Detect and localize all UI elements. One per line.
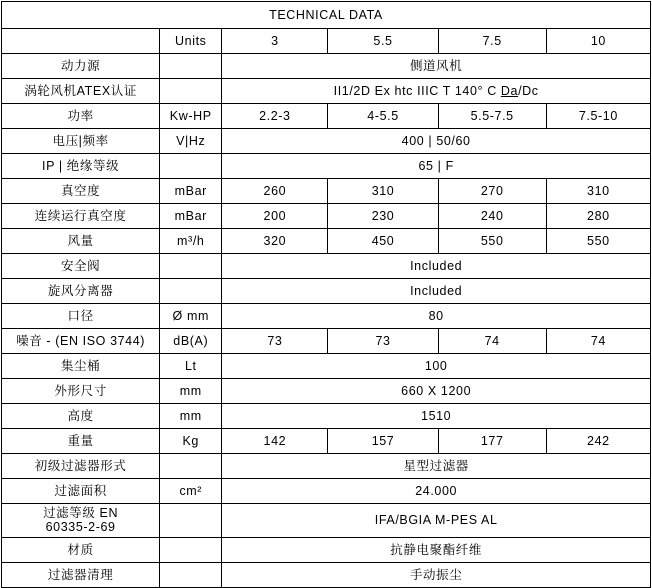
row-label: 初级过滤器形式 [2,454,160,479]
row-value-merged [222,79,651,104]
table-row [2,379,651,404]
technical-data-table [1,1,651,588]
row-value-merged: 侧道风机 [222,54,651,79]
table-row [2,354,651,379]
row-label: 噪音 - (EN ISO 3744) [2,329,160,354]
row-label: 外形尺寸 [2,379,160,404]
atex-text-b: /Dc [518,83,539,98]
row-label: IP | 绝缘等级 [2,154,160,179]
table-row [2,329,651,354]
row-value: 230 [328,204,438,229]
row-value: 2.2-3 [222,104,328,129]
row-value: 200 [222,204,328,229]
row-value-merged: 24.000 [222,479,651,504]
table-row [2,154,651,179]
row-units: Lt [160,354,222,379]
table-title-row [2,2,651,29]
row-units [160,79,222,104]
row-value: 242 [546,429,650,454]
table-row [2,429,651,454]
row-label [2,504,160,538]
row-value: 73 [222,329,328,354]
row-value: 310 [546,179,650,204]
row-label: 真空度 [2,179,160,204]
row-value: 550 [546,229,650,254]
row-value: 450 [328,229,438,254]
row-label: 旋风分离器 [2,279,160,304]
row-value: 73 [328,329,438,354]
row-value-merged: 抗静电聚酯纤维 [222,537,651,562]
row-units [160,254,222,279]
table-row [2,179,651,204]
row-label: 涡轮风机ATEX认证 [2,79,160,104]
row-label: 连续运行真空度 [2,204,160,229]
row-units: mBar [160,179,222,204]
row-value-merged: 65 | F [222,154,651,179]
row-label-line1: 过滤等级 EN [43,506,119,520]
table-row [2,504,651,538]
row-value-merged: 星型过滤器 [222,454,651,479]
row-label-line2: 60335-2-69 [45,520,116,535]
row-label: 重量 [2,429,160,454]
row-units: V|Hz [160,129,222,154]
row-value-merged: 1510 [222,404,651,429]
header-param [2,29,160,54]
row-value: 550 [438,229,546,254]
row-units [160,562,222,587]
row-value: 74 [546,329,650,354]
table-row [2,537,651,562]
row-value-merged: 400 | 50/60 [222,129,651,154]
table-row [2,104,651,129]
row-value: 157 [328,429,438,454]
row-units: cm² [160,479,222,504]
table-row [2,454,651,479]
row-units [160,279,222,304]
row-label: 过滤器清理 [2,562,160,587]
header-model-2: 5.5 [328,29,438,54]
page-title: TECHNICAL DATA [2,2,651,29]
row-label: 材质 [2,537,160,562]
row-value: 5.5-7.5 [438,104,546,129]
row-label: 电压|频率 [2,129,160,154]
table-header-row [2,29,651,54]
row-units [160,54,222,79]
technical-data-sheet [0,1,652,582]
table-row [2,304,651,329]
row-value: 142 [222,429,328,454]
table-row [2,129,651,154]
table-row [2,479,651,504]
row-units: Kg [160,429,222,454]
row-units [160,154,222,179]
row-label: 风量 [2,229,160,254]
row-value: 177 [438,429,546,454]
table-row [2,79,651,104]
row-units [160,504,222,538]
atex-text-underlined: Da [500,83,519,98]
header-model-3: 7.5 [438,29,546,54]
row-value-merged: 100 [222,354,651,379]
row-units: Ø mm [160,304,222,329]
row-label: 高度 [2,404,160,429]
table-row [2,562,651,587]
row-label: 集尘桶 [2,354,160,379]
row-value-merged: 660 X 1200 [222,379,651,404]
row-value: 74 [438,329,546,354]
row-value: 240 [438,204,546,229]
row-units [160,537,222,562]
row-value: 4-5.5 [328,104,438,129]
row-value: 260 [222,179,328,204]
row-value: 7.5-10 [546,104,650,129]
table-row [2,54,651,79]
row-units: m³/h [160,229,222,254]
row-value-merged: Included [222,254,651,279]
row-value: 280 [546,204,650,229]
table-row [2,404,651,429]
row-label: 安全阀 [2,254,160,279]
row-value: 320 [222,229,328,254]
row-units: mBar [160,204,222,229]
row-value-merged: 手动振尘 [222,562,651,587]
row-label: 过滤面积 [2,479,160,504]
table-row [2,279,651,304]
row-value-merged: IFA/BGIA M-PES AL [222,504,651,538]
table-row [2,254,651,279]
row-label: 动力源 [2,54,160,79]
row-label: 口径 [2,304,160,329]
header-model-4: 10 [546,29,650,54]
row-value-merged: Included [222,279,651,304]
row-units: Kw-HP [160,104,222,129]
row-label: 功率 [2,104,160,129]
row-value: 310 [328,179,438,204]
header-units: Units [160,29,222,54]
row-units: dB(A) [160,329,222,354]
row-value-merged: 80 [222,304,651,329]
row-units: mm [160,379,222,404]
row-value: 270 [438,179,546,204]
row-units: mm [160,404,222,429]
table-row [2,229,651,254]
atex-text-a: II1/2D Ex htc IIIC T 140° C [333,83,501,98]
header-model-1: 3 [222,29,328,54]
table-row [2,204,651,229]
row-units [160,454,222,479]
